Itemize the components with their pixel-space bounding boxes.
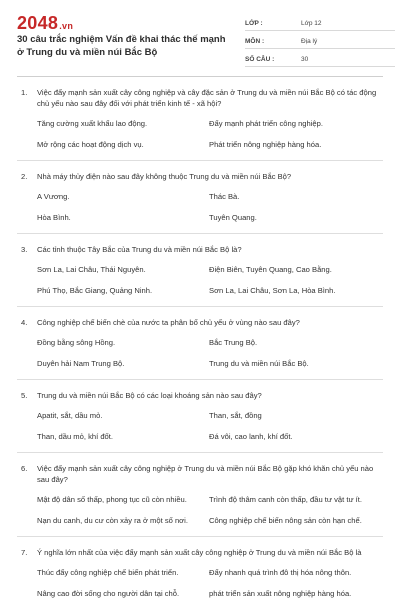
answer-option[interactable]: Đẩy nhanh quá trình đô thị hóa nông thôn. bbox=[209, 568, 352, 577]
answer-option[interactable]: A Vương. bbox=[37, 192, 70, 201]
answer-option[interactable]: Điện Biên, Tuyên Quang, Cao Bằng. bbox=[209, 265, 332, 274]
answer-option[interactable]: Tăng cường xuất khẩu lao động. bbox=[37, 119, 148, 128]
brand-logo[interactable]: 2048.vn bbox=[17, 13, 74, 33]
question-number: 7. bbox=[21, 548, 28, 557]
question-text: Việc đẩy mạnh sản xuất cây công nghiệp và cây đặc sản ở Trung du và miền núi Bắc Bộ có tác động chủ yếu nào sau đây đối với phát triển kinh tế - xã hội? bbox=[37, 88, 377, 108]
meta-row bbox=[245, 16, 395, 31]
question-list bbox=[17, 87, 383, 599]
question-text: Ý nghĩa lớn nhất của việc đẩy mạnh sản xuất cây công nghiệp ở Trung du và miền núi Bắc Bộ là bbox=[37, 548, 362, 557]
question-number: 4. bbox=[21, 318, 28, 327]
header bbox=[17, 12, 383, 70]
meta-value: Địa lý bbox=[301, 37, 318, 45]
answer-option[interactable]: Đẩy mạnh phát triển công nghiệp. bbox=[209, 119, 323, 128]
question-text: Trung du và miền núi Bắc Bộ có các loại khoáng sản nào sau đây? bbox=[37, 391, 262, 400]
answer-option[interactable]: Duyên hải Nam Trung Bộ. bbox=[37, 359, 125, 368]
question-divider bbox=[17, 306, 383, 307]
answer-option[interactable]: Bắc Trung Bộ. bbox=[209, 338, 258, 347]
question-item bbox=[17, 171, 383, 234]
answer-option[interactable]: Trình độ thâm canh còn thấp, đầu tư vật tư ít. bbox=[209, 495, 362, 504]
answer-option[interactable]: Phát triển nông nghiệp hàng hóa. bbox=[209, 140, 322, 149]
question-stem bbox=[17, 547, 383, 558]
question-number: 3. bbox=[21, 245, 28, 254]
answer-option[interactable]: Sơn La, Lai Châu, Sơn La, Hòa Bình. bbox=[209, 286, 336, 295]
question-item bbox=[17, 463, 383, 537]
question-item bbox=[17, 390, 383, 453]
answer-option[interactable]: Đá vôi, cao lanh, khí đốt. bbox=[209, 432, 293, 441]
answer-option[interactable]: Nâng cao đời sống cho người dân tại chỗ. bbox=[37, 589, 180, 598]
question-stem bbox=[17, 317, 383, 328]
answer-options bbox=[37, 410, 383, 442]
answer-option[interactable]: phát triển sản xuất nông nghiệp hàng hóa. bbox=[209, 589, 352, 598]
question-stem bbox=[17, 171, 383, 182]
document-title: 30 câu trắc nghiệm Vấn đề khai thác thế mạnh ở Trung du và miền núi Bắc Bộ bbox=[17, 34, 226, 58]
answer-options bbox=[37, 191, 383, 223]
answer-option[interactable]: Thúc đẩy công nghiệp chế biến phát triển. bbox=[37, 568, 179, 577]
answer-options bbox=[37, 118, 383, 150]
answer-option[interactable]: Tuyên Quang. bbox=[209, 213, 257, 222]
answer-option[interactable]: Mở rộng các hoạt động dịch vụ. bbox=[37, 140, 144, 149]
meta-panel bbox=[245, 16, 395, 70]
question-divider bbox=[17, 160, 383, 161]
answer-option[interactable]: Hòa Bình. bbox=[37, 213, 71, 222]
question-divider bbox=[17, 233, 383, 234]
header-divider bbox=[17, 76, 383, 77]
question-text: Các tỉnh thuộc Tây Bắc của Trung du và miền núi Bắc Bộ là? bbox=[37, 245, 242, 254]
question-text: Công nghiệp chế biến chè của nước ta phân bố chủ yếu ở vùng nào sau đây? bbox=[37, 318, 300, 327]
question-number: 1. bbox=[21, 88, 28, 97]
question-divider bbox=[17, 379, 383, 380]
question-stem bbox=[17, 390, 383, 401]
answer-option[interactable]: Đồng bằng sông Hồng. bbox=[37, 338, 116, 347]
answer-options bbox=[37, 264, 383, 296]
question-number: 2. bbox=[21, 172, 28, 181]
answer-option[interactable]: Nạn du canh, du cư còn xảy ra ở một số nơi. bbox=[37, 516, 188, 525]
answer-option[interactable]: Công nghiệp chế biến nông sản còn hạn chế. bbox=[209, 516, 362, 525]
question-item bbox=[17, 547, 383, 599]
question-stem bbox=[17, 87, 383, 109]
answer-option[interactable]: Than, dầu mỏ, khí đốt. bbox=[37, 432, 113, 441]
answer-options bbox=[37, 567, 383, 599]
answer-options bbox=[37, 337, 383, 369]
answer-option[interactable]: Phú Thọ, Bắc Giang, Quảng Ninh. bbox=[37, 286, 153, 295]
answer-option[interactable]: Sơn La, Lai Châu, Thái Nguyên. bbox=[37, 265, 146, 274]
answer-option[interactable]: Than, sắt, đồng bbox=[209, 411, 262, 420]
question-number: 5. bbox=[21, 391, 28, 400]
meta-label: LỚP : bbox=[245, 19, 263, 27]
question-stem bbox=[17, 463, 383, 485]
meta-label: SỐ CÂU : bbox=[245, 55, 275, 63]
question-divider bbox=[17, 536, 383, 537]
answer-option[interactable]: Apatit, sắt, dầu mỏ. bbox=[37, 411, 103, 420]
question-item bbox=[17, 244, 383, 307]
answer-options bbox=[37, 494, 383, 526]
question-item bbox=[17, 317, 383, 380]
question-stem bbox=[17, 244, 383, 255]
meta-row bbox=[245, 52, 395, 67]
meta-value: Lớp 12 bbox=[301, 19, 322, 27]
answer-option[interactable]: Thác Bà. bbox=[209, 192, 240, 201]
question-item bbox=[17, 87, 383, 161]
question-number: 6. bbox=[21, 464, 28, 473]
answer-option[interactable]: Trung du và miền núi Bắc Bộ. bbox=[209, 359, 309, 368]
question-text: Nhà máy thủy điện nào sau đây không thuộc Trung du và miền núi Bắc Bộ? bbox=[37, 172, 292, 181]
meta-row bbox=[245, 34, 395, 49]
question-divider bbox=[17, 452, 383, 453]
question-text: Việc đẩy mạnh sản xuất cây công nghiệp ở Trung du và miền núi Bắc Bộ gặp khó khăn chủ yếu nào sau đây? bbox=[37, 464, 374, 484]
meta-label: MÔN : bbox=[245, 37, 265, 45]
answer-option[interactable]: Mật độ dân số thấp, phong tục cũ còn nhiều. bbox=[37, 495, 187, 504]
meta-value: 30 bbox=[301, 55, 309, 63]
